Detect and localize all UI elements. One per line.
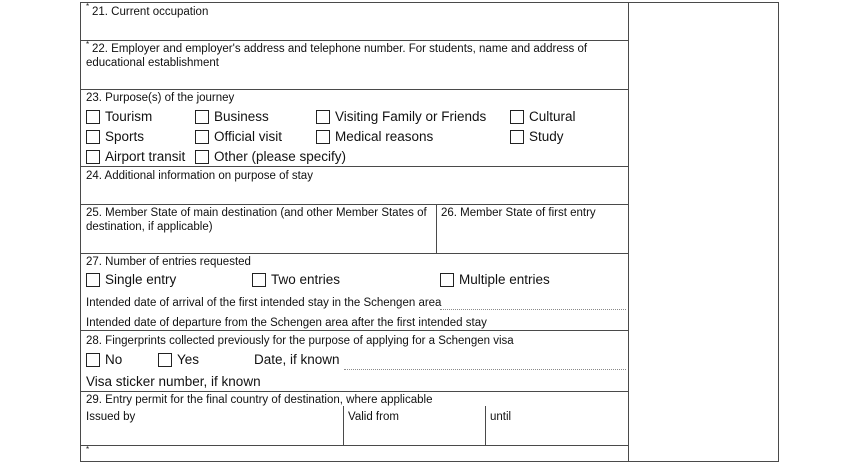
purpose-medical-reasons-checkbox[interactable] (316, 129, 433, 144)
option-label: Visiting Family or Friends (335, 109, 487, 124)
right-column-frame (628, 2, 779, 462)
entries-two-checkbox[interactable] (252, 272, 340, 287)
purpose-sports-checkbox[interactable] (86, 129, 144, 144)
option-label: Business (214, 109, 269, 124)
checkbox-box[interactable] (195, 130, 209, 144)
arrival-date-label: Intended date of arrival of the first intended stay in the Schengen area (86, 297, 442, 309)
option-label: Multiple entries (459, 272, 550, 287)
divider-28 (80, 391, 629, 392)
purpose-other-checkbox[interactable] (195, 149, 346, 164)
divider-21 (80, 40, 629, 41)
option-label: Yes (177, 352, 200, 367)
checkbox-box[interactable] (86, 110, 100, 124)
departure-date-label: Intended date of departure from the Schengen area after the first intended stay (86, 317, 487, 329)
checkbox-box[interactable] (316, 110, 330, 124)
divider-25-26 (436, 204, 437, 253)
purpose-official-visit-checkbox[interactable] (195, 129, 282, 144)
divider-25 (80, 253, 629, 254)
checkbox-box[interactable] (510, 110, 524, 124)
visa-sticker-label: Visa sticker number, if known (86, 374, 261, 389)
issued-by-label: Issued by (86, 411, 136, 423)
q29-label: 29. Entry permit for the final country of destination, where applicable (86, 394, 433, 406)
checkbox-box[interactable] (440, 273, 454, 287)
checkbox-box[interactable] (195, 150, 209, 164)
checkbox-box[interactable] (86, 273, 100, 287)
option-label: Sports (105, 129, 145, 144)
purpose-tourism-checkbox[interactable] (86, 109, 152, 124)
q23-label: 23. Purpose(s) of the journey (86, 92, 235, 104)
purpose-study-checkbox[interactable] (510, 129, 564, 144)
checkbox-box[interactable] (316, 130, 330, 144)
purpose-visiting-family-checkbox[interactable] (316, 109, 486, 124)
divider-29 (80, 445, 629, 446)
checkbox-box[interactable] (252, 273, 266, 287)
purpose-cultural-checkbox[interactable] (510, 109, 576, 124)
option-label: Other (please specify) (214, 149, 347, 164)
divider-22 (80, 89, 629, 90)
divider-valid-until (485, 406, 486, 445)
until-label: until (490, 411, 512, 423)
fingerprints-date-label: Date, if known (254, 352, 340, 367)
checkbox-box[interactable] (158, 353, 172, 367)
option-label: Tourism (105, 109, 153, 124)
mandatory-asterisk: * (86, 2, 90, 11)
option-label: Medical reasons (335, 129, 434, 144)
q26-label: 26. Member State of first entry (441, 207, 596, 219)
entries-multiple-checkbox[interactable] (440, 272, 550, 287)
purpose-airport-transit-checkbox[interactable] (86, 149, 185, 164)
divider-27 (80, 330, 629, 331)
q21-label: 21. Current occupation (92, 6, 209, 18)
q27-label: 27. Number of entries requested (86, 256, 251, 268)
q28-label: 28. Fingerprints collected previously for the purpose of applying for a Schengen visa (86, 335, 514, 347)
fingerprints-yes-checkbox[interactable] (158, 352, 199, 367)
checkbox-box[interactable] (510, 130, 524, 144)
option-label: Cultural (529, 109, 576, 124)
checkbox-box[interactable] (86, 150, 100, 164)
q22-label: 22. Employer and employer's address and telephone number. For students, name and address of educational establishment (86, 43, 588, 69)
fingerprints-date-field[interactable] (344, 369, 626, 370)
fingerprints-no-checkbox[interactable] (86, 352, 122, 367)
checkbox-box[interactable] (86, 353, 100, 367)
q25-label: 25. Member State of main destination (and other Member States of destination, if applicable) (86, 207, 427, 233)
divider-23 (80, 166, 629, 167)
option-label: Single entry (105, 272, 177, 287)
option-label: Two entries (271, 272, 341, 287)
checkbox-box[interactable] (195, 110, 209, 124)
valid-from-label: Valid from (348, 411, 399, 423)
q24-label: 24. Additional information on purpose of stay (86, 170, 313, 182)
divider-issued-valid (343, 406, 344, 445)
option-label: Official visit (214, 129, 283, 144)
option-label: Airport transit (105, 149, 186, 164)
option-label: No (105, 352, 123, 367)
divider-24 (80, 204, 629, 205)
entries-single-checkbox[interactable] (86, 272, 176, 287)
option-label: Study (529, 129, 564, 144)
checkbox-box[interactable] (86, 130, 100, 144)
arrival-date-field[interactable] (440, 309, 626, 310)
purpose-business-checkbox[interactable] (195, 109, 269, 124)
mandatory-asterisk: * (86, 40, 90, 49)
mandatory-asterisk: * (86, 445, 90, 454)
